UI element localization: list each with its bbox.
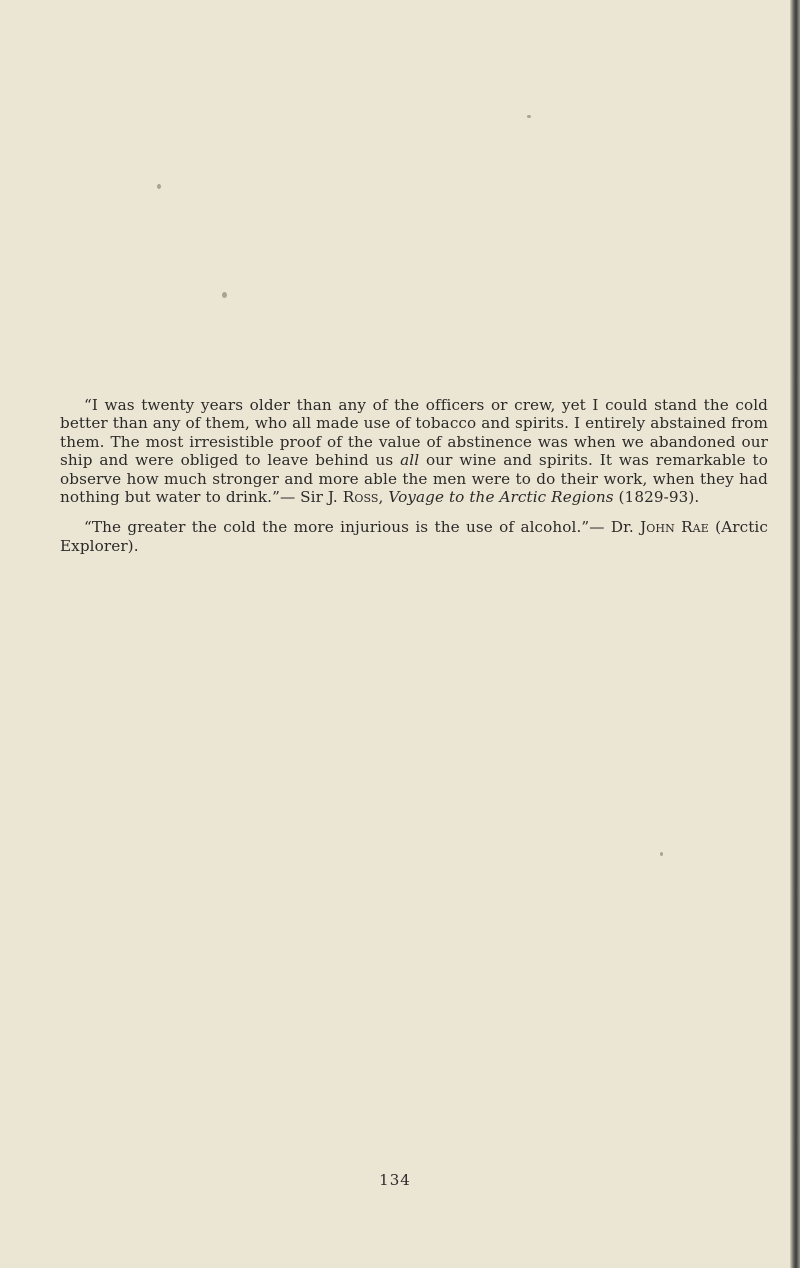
ross-author-name: Ross (342, 488, 379, 507)
rae-quotation (60, 518, 768, 555)
ross-work-title: Voyage to the Arctic Regions (388, 488, 614, 507)
paper-speck (660, 852, 663, 856)
quotation-text-block (60, 396, 768, 567)
rae-quote-text: “The greater the cold the more injurious is the use of alcohol.”— (84, 518, 611, 537)
ross-quote-text-continued: our wine and spirits. It was remarkable to observe how much stronger and more able the men were to do their work, when they had nothing but water to drink.”— (60, 451, 768, 507)
paper-speck (157, 184, 161, 189)
book-binding-edge (790, 0, 800, 1268)
ross-quotation (60, 396, 768, 506)
rae-author-note: (Arctic Explorer). (60, 518, 768, 555)
ross-quote-text: “I was twenty years older than any of the officers or crew, yet I could stand the cold better than any of them, who all made use of tobacco and spirits. I entirely abstained from them. The most irresistible proof of the value of abstinence was when we abandoned our ship and were obliged to leave behind us (60, 396, 768, 470)
rae-author-prefix: Dr. (610, 518, 641, 537)
page-number: 134 (379, 1171, 411, 1189)
rae-author-name: John Rae (640, 518, 709, 537)
ross-author-prefix: Sir J. (300, 488, 343, 507)
ross-quote-emphasis: all (400, 451, 420, 470)
ross-work-years: (1829-93). (613, 488, 700, 507)
ross-work-separator: , (378, 488, 389, 507)
paper-speck (222, 292, 227, 298)
paper-speck (527, 115, 531, 118)
